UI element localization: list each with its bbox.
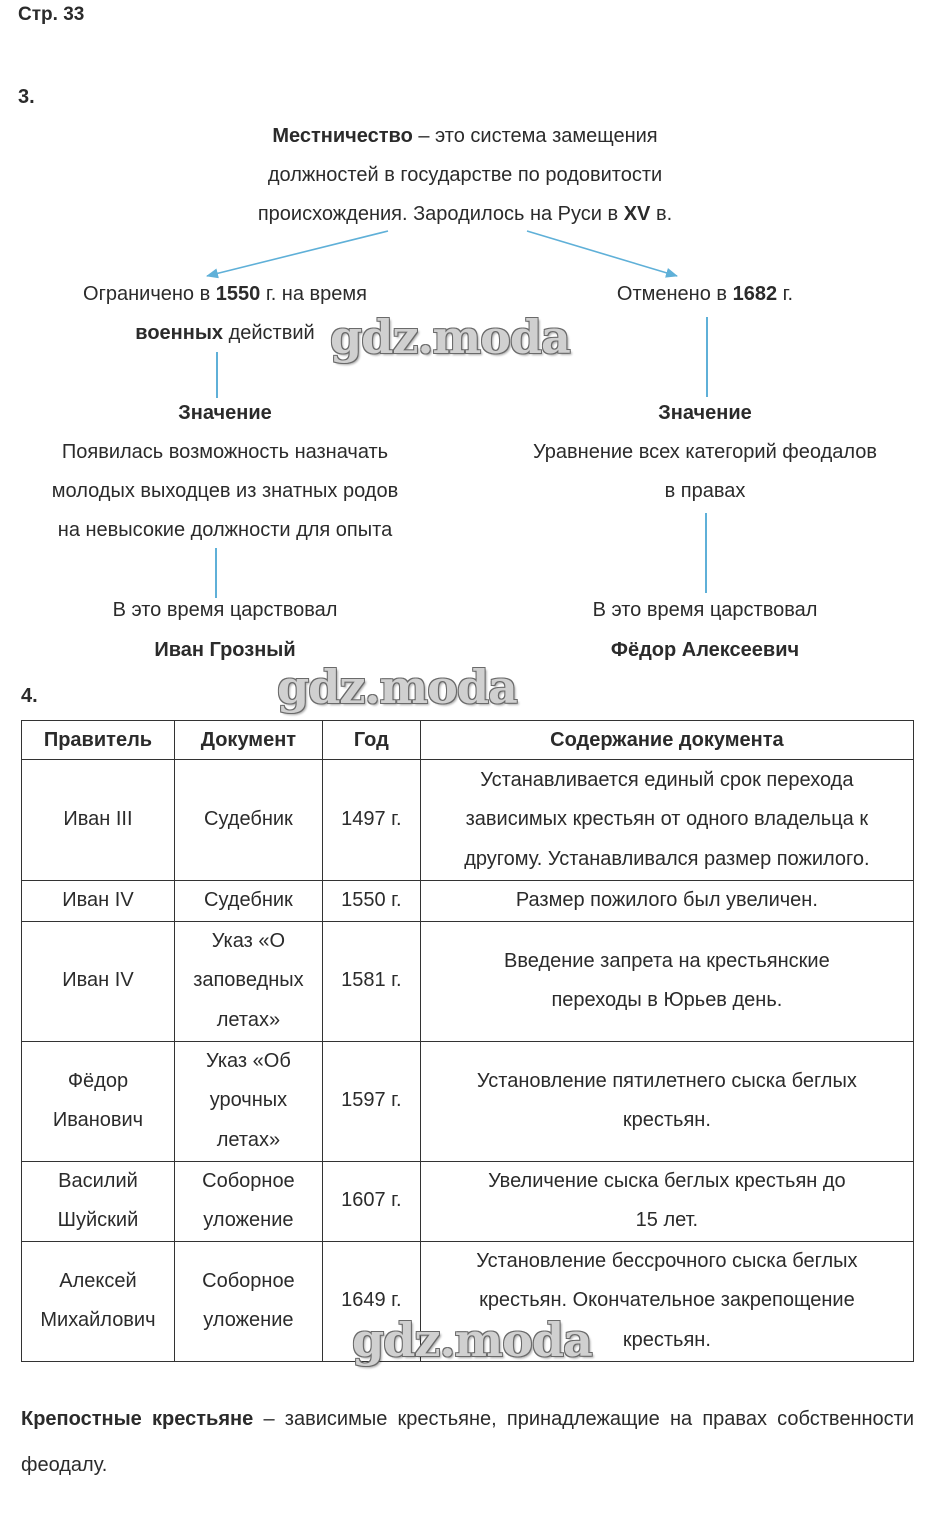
- arrow-left: [207, 231, 388, 276]
- task4-number: 4.: [21, 685, 38, 707]
- cell-content: Увеличение сыска беглых крестьян до 15 лет.: [420, 1161, 913, 1241]
- right-year: 1682: [732, 283, 778, 305]
- cell-ruler: Иван IV: [22, 881, 175, 922]
- serfs-definition: [21, 1396, 914, 1488]
- left-year: 1550: [215, 283, 261, 305]
- right-meaning-line: Уравнение всех категорий феодалов: [532, 441, 877, 463]
- cell-ruler: Алексей Михайлович: [22, 1241, 175, 1361]
- cell-document: Соборное уложение: [174, 1161, 322, 1241]
- page-label: Стр. 33: [18, 4, 85, 25]
- definition-line3-pre: происхождения. Зародилось на Руси в: [257, 203, 624, 225]
- arrow-right: [527, 231, 677, 276]
- cell-year: 1497 г.: [322, 760, 420, 881]
- left-line2-post: действий: [223, 322, 315, 344]
- right-abolished: [500, 275, 910, 314]
- watermark: gdz.moda: [330, 310, 570, 364]
- watermark: gdz.moda: [352, 1313, 592, 1367]
- left-connector-1: [216, 352, 218, 398]
- cell-year: 1607 г.: [322, 1161, 420, 1241]
- right-connector-1: [706, 317, 708, 397]
- cell-document: Указ «Об урочных летах»: [174, 1041, 322, 1161]
- cell-year: 1649 г.: [322, 1241, 420, 1361]
- right-connector-2: [705, 513, 707, 593]
- left-meaning-title: Значение: [178, 402, 272, 424]
- right-meaning: [490, 433, 920, 511]
- cell-document: Судебник: [174, 760, 322, 881]
- left-meaning-line: на невысокие должности для опыта: [57, 519, 393, 541]
- right-ruler: Фёдор Алексеевич: [610, 639, 800, 661]
- left-meaning-line: молодых выходцев из знатных родов: [51, 480, 399, 502]
- table-row: [22, 921, 914, 1041]
- right-reign-label: В это время царствовал: [592, 599, 818, 621]
- serfs-term: Крепостные крестьяне: [21, 1408, 254, 1430]
- definition-line1: – это система замещения: [412, 125, 658, 147]
- definition-term: Местничество: [272, 125, 413, 147]
- cell-ruler: Фёдор Иванович: [22, 1041, 175, 1161]
- cell-content: Установление бессрочного сыска беглых крестьян. Окончательное закрепощение крестьян.: [420, 1241, 913, 1361]
- right-meaning-line: в правах: [664, 480, 746, 502]
- table-row: [22, 760, 914, 881]
- left-meaning: [10, 433, 440, 550]
- cell-ruler: Иван III: [22, 760, 175, 881]
- cell-content: Размер пожилого был увеличен.: [420, 881, 913, 922]
- documents-table: [21, 720, 914, 1362]
- cell-document: Указ «О заповедных летах»: [174, 921, 322, 1041]
- definition-century: XV: [623, 203, 651, 225]
- right-line1-pre: Отменено в: [616, 283, 733, 305]
- serfs-definition-text: – зависимые крестьяне, принадлежащие на правах собственности феодалу.: [21, 1408, 914, 1476]
- cell-content: Установление пятилетнего сыска беглых крестьян.: [420, 1041, 913, 1161]
- cell-ruler: Иван IV: [22, 921, 175, 1041]
- right-meaning-title: Значение: [658, 402, 752, 424]
- right-line1-post: г.: [777, 283, 794, 305]
- left-meaning-line: Появилась возможность назначать: [61, 441, 389, 463]
- cell-ruler: Василий Шуйский: [22, 1161, 175, 1241]
- table-header-row: [22, 721, 914, 760]
- cell-year: 1581 г.: [322, 921, 420, 1041]
- header-content: Содержание документа: [420, 721, 913, 760]
- definition-line3-post: в.: [650, 203, 673, 225]
- cell-document: Соборное уложение: [174, 1241, 322, 1361]
- left-line1-post: г. на время: [260, 283, 367, 305]
- cell-document: Судебник: [174, 881, 322, 922]
- left-ruler: Иван Грозный: [154, 639, 296, 661]
- definition-line2: должностей в государстве по родовитости: [267, 164, 663, 186]
- task3-number: 3.: [18, 86, 35, 108]
- table-row: [22, 1041, 914, 1161]
- watermark: gdz.moda: [277, 660, 517, 714]
- cell-year: 1550 г.: [322, 881, 420, 922]
- cell-year: 1597 г.: [322, 1041, 420, 1161]
- header-ruler: Правитель: [22, 721, 175, 760]
- header-year: Год: [322, 721, 420, 760]
- left-reign-label: В это время царствовал: [112, 599, 338, 621]
- cell-content: Введение запрета на крестьянские переходы в Юрьев день.: [420, 921, 913, 1041]
- table-row: [22, 881, 914, 922]
- header-document: Документ: [174, 721, 322, 760]
- table-row: [22, 1161, 914, 1241]
- cell-content: Устанавливается единый срок перехода зависимых крестьян от одного владельца к другому. Устанавливался размер пожилого.: [420, 760, 913, 881]
- left-line1-pre: Ограничено в: [83, 283, 216, 305]
- left-military: военных: [135, 322, 224, 344]
